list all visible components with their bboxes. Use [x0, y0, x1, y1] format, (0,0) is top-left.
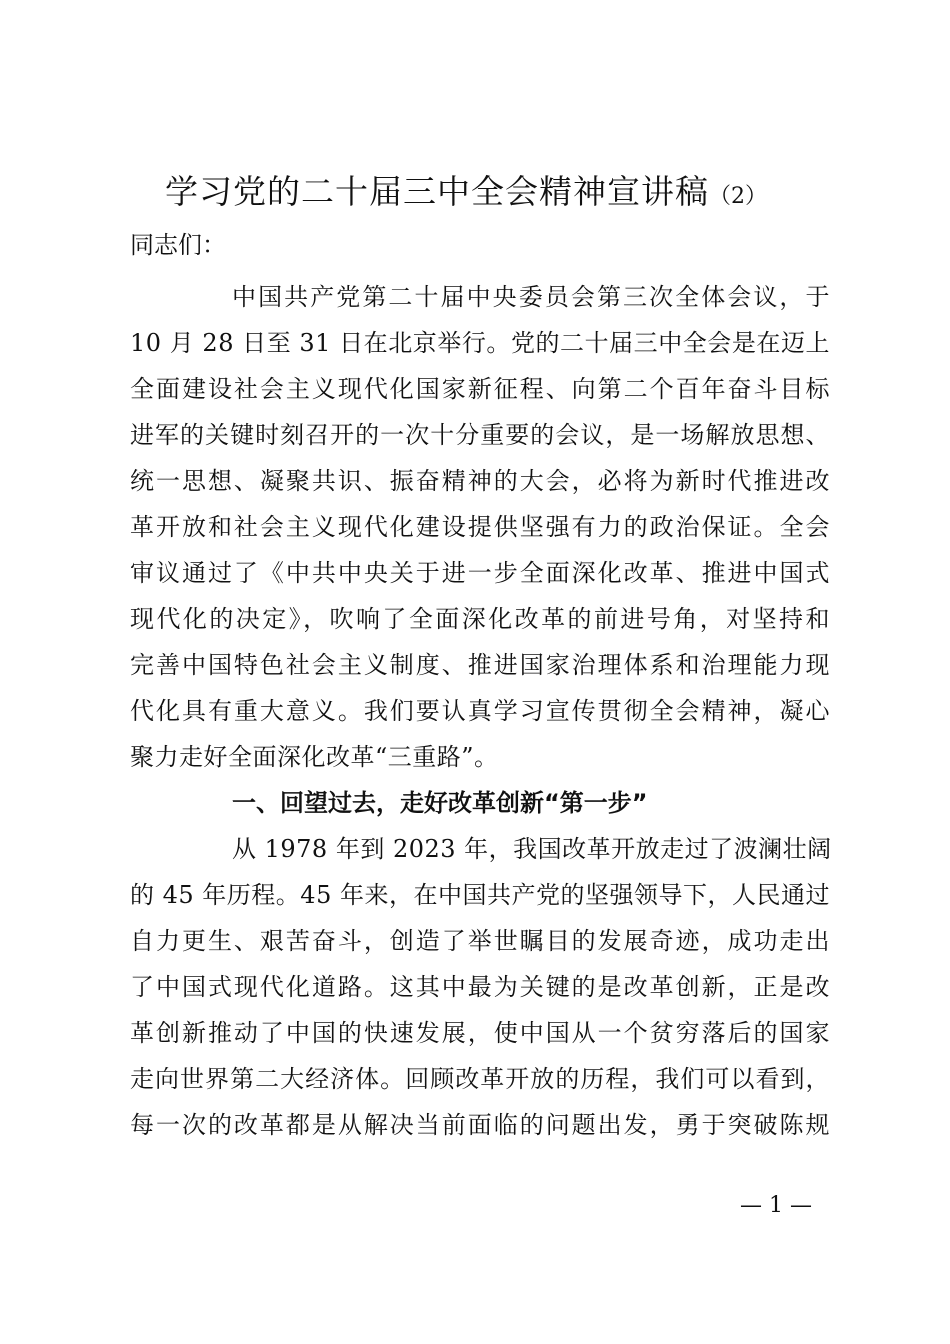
paragraph-1-line: 统一思想、凝聚共识、振奋精神的大会，必将为新时代推进改: [130, 467, 830, 495]
paragraph-1-line: 现代化的决定》，吹响了全面深化改革的前进号角，对坚持和: [130, 605, 830, 633]
paragraph-2-line: 的 45 年历程。45 年来，在中国共产党的坚强领导下，人民通过: [130, 881, 830, 909]
paragraph-2-line: 了中国式现代化道路。这其中最为关键的是改革创新，正是改: [130, 973, 830, 1001]
title-text: 学习党的二十届三中全会精神宣讲稿: [165, 172, 709, 211]
paragraph-2-line: 走向世界第二大经济体。回顾改革开放的历程，我们可以看到，: [130, 1065, 830, 1093]
document-title: [165, 172, 825, 217]
paragraph-2-line: 每一次的改革都是从解决当前面临的问题出发，勇于突破陈规: [130, 1111, 830, 1139]
paragraph-2-line: 革创新推动了中国的快速发展，使中国从一个贫穷落后的国家: [130, 1019, 830, 1047]
paragraph-1-line: 中国共产党第二十届中央委员会第三次全体会议，于: [232, 283, 830, 311]
salutation: 同志们：: [130, 231, 226, 259]
page-number: — 1 —: [740, 1193, 812, 1218]
paragraph-1-line: 代化具有重大意义。我们要认真学习宣传贯彻全会精神，凝心: [130, 697, 830, 725]
paragraph-2-line: 从 1978 年到 2023 年，我国改革开放走过了波澜壮阔: [232, 835, 832, 863]
paragraph-1-line: 革开放和社会主义现代化建设提供坚强有力的政治保证。全会: [130, 513, 830, 541]
title-suffix: （2）: [709, 184, 767, 209]
paragraph-1-line: 完善中国特色社会主义制度、推进国家治理体系和治理能力现: [130, 651, 830, 679]
paragraph-1-line: 审议通过了《中共中央关于进一步全面深化改革、推进中国式: [130, 559, 830, 587]
paragraph-1-line: 聚力走好全面深化改革“三重路”。: [130, 743, 499, 771]
paragraph-1-line: 全面建设社会主义现代化国家新征程、向第二个百年奋斗目标: [130, 375, 830, 403]
paragraph-2-line: 自力更生、艰苦奋斗，创造了举世瞩目的发展奇迹，成功走出: [130, 927, 830, 955]
section-heading-1: 一、回望过去，走好改革创新“第一步”: [232, 789, 648, 817]
paragraph-1-line: 进军的关键时刻召开的一次十分重要的会议，是一场解放思想、: [130, 421, 830, 449]
paragraph-1-line: 10 月 28 日至 31 日在北京举行。党的二十届三中全会是在迈上: [130, 329, 830, 357]
